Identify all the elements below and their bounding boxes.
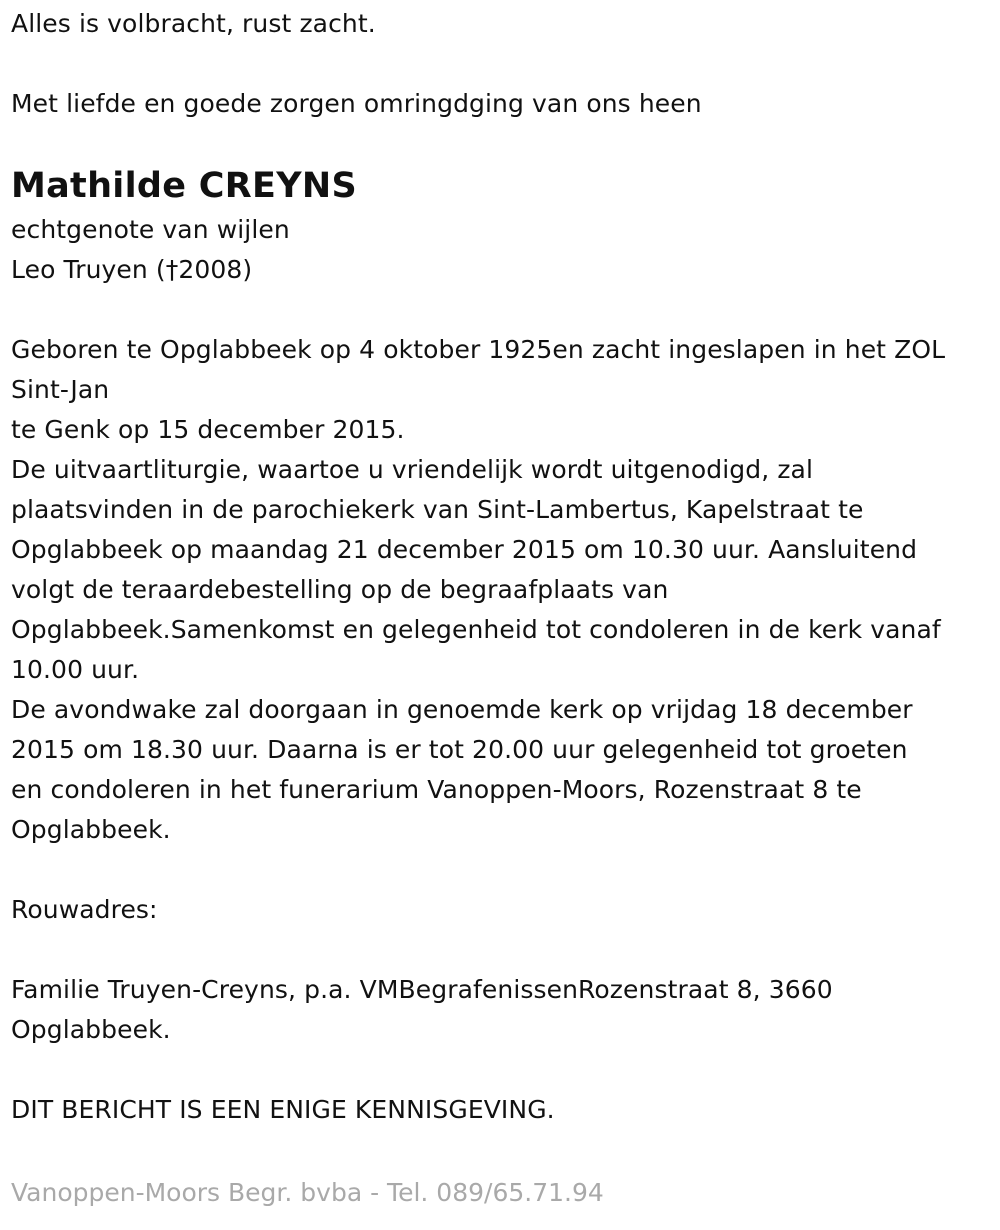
wake-line: 2015 om 18.30 uur. Daarna is er tot 20.00 uur gelegenheid tot groeten <box>11 735 908 764</box>
funeral-line: volgt de teraardebestelling op de begraafplaats van <box>11 575 669 604</box>
funeral-line: plaatsvinden in de parochiekerk van Sint-Lambertus, Kapelstraat te <box>11 495 864 524</box>
spouse-name: Leo Truyen ( <box>11 255 166 284</box>
notice-line: DIT BERICHT IS EEN ENIGE KENNISGEVING. <box>11 1095 555 1124</box>
spouse-death-year: 2008) <box>178 255 253 284</box>
obituary-notice <box>11 4 993 1130</box>
spacer <box>11 930 993 970</box>
funeral-line: 10.00 uur. <box>11 655 140 684</box>
funeral-home-footer: Vanoppen-Moors Begr. bvba - Tel. 089/65.71.94 <box>11 1178 604 1207</box>
cross-icon: † <box>165 255 179 284</box>
intro-line: Met liefde en goede zorgen omringdging van ons heen <box>11 89 702 118</box>
spacer <box>11 1050 993 1090</box>
spouse-line <box>11 250 993 290</box>
wake-line: De avondwake zal doorgaan in genoemde kerk op vrijdag 18 december <box>11 695 913 724</box>
birth-line: te Genk op 15 december 2015. <box>11 415 405 444</box>
opening-line: Alles is volbracht, rust zacht. <box>11 9 376 38</box>
wake-line: Opglabbeek. <box>11 815 171 844</box>
wake-line: en condoleren in het funerarium Vanoppen-Moors, Rozenstraat 8 te <box>11 775 862 804</box>
spacer <box>11 124 993 164</box>
deceased-name: Mathilde CREYNS <box>11 166 357 206</box>
address-label: Rouwadres: <box>11 895 158 924</box>
funeral-line: De uitvaartliturgie, waartoe u vriendelijk wordt uitgenodigd, zal <box>11 455 814 484</box>
birth-line: Sint-Jan <box>11 375 110 404</box>
address-line: Familie Truyen-Creyns, p.a. VMBegrafenissenRozenstraat 8, 3660 <box>11 975 833 1004</box>
spouse-relation: echtgenote van wijlen <box>11 215 290 244</box>
spacer <box>11 290 993 330</box>
spacer <box>11 850 993 890</box>
address-line: Opglabbeek. <box>11 1015 171 1044</box>
birth-line: Geboren te Opglabbeek op 4 oktober 1925en zacht ingeslapen in het ZOL <box>11 335 946 364</box>
funeral-line: Opglabbeek op maandag 21 december 2015 om 10.30 uur. Aansluitend <box>11 535 918 564</box>
funeral-line: Opglabbeek.Samenkomst en gelegenheid tot condoleren in de kerk vanaf <box>11 615 941 644</box>
spacer <box>11 44 993 84</box>
